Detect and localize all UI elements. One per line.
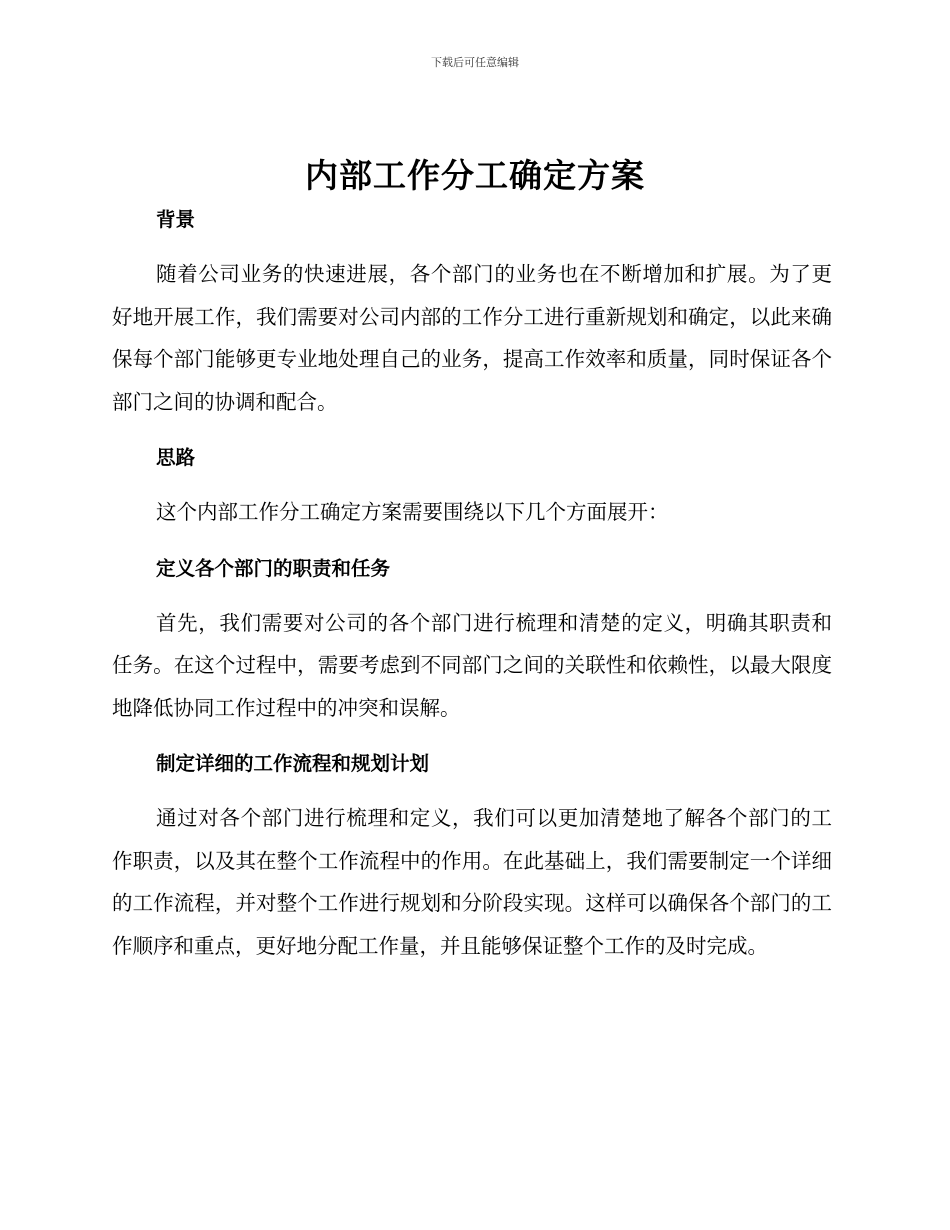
header-note: 下载后可任意编辑 — [431, 56, 519, 69]
section-heading-define-duties: 定义各个部门的职责和任务 — [156, 556, 391, 580]
section-paragraph-approach: 这个内部工作分工确定方案需要围绕以下几个方面展开： — [156, 500, 669, 524]
section-heading-background: 背景 — [156, 208, 196, 231]
section-paragraph-define-duties: 首先，我们需要对公司的各个部门进行梳理和清楚的定义，明确其职责和任务。在这个过程中，需要考虑到不同部门之间的关联性和依赖性，以最大限度地降低协同工作过程中的冲突和误解。 — [112, 610, 832, 720]
section-heading-workflow-plan: 制定详细的工作流程和规划计划 — [156, 752, 430, 775]
section-heading-approach: 思路 — [156, 446, 196, 469]
section-paragraph-background: 随着公司业务的快速进展，各个部门的业务也在不断增加和扩展。为了更好地开展工作，我们需要对公司内部的工作分工进行重新规划和确定，以此来确保每个部门能够更专业地处理自己的业务，提高工作效率和质量，同时保证各个部门之间的协调和配合。 — [112, 262, 832, 414]
document-body — [112, 203, 832, 967]
document-title: 内部工作分工确定方案 — [305, 156, 645, 195]
section-paragraph-workflow-plan: 通过对各个部门进行梳理和定义，我们可以更加清楚地了解各个部门的工作职责，以及其在整个工作流程中的作用。在此基础上，我们需要制定一个详细的工作流程，并对整个工作进行规划和分阶段实现。这样可以确保各个部门的工作顺序和重点，更好地分配工作量，并且能够保证整个工作的及时完成。 — [112, 806, 832, 958]
